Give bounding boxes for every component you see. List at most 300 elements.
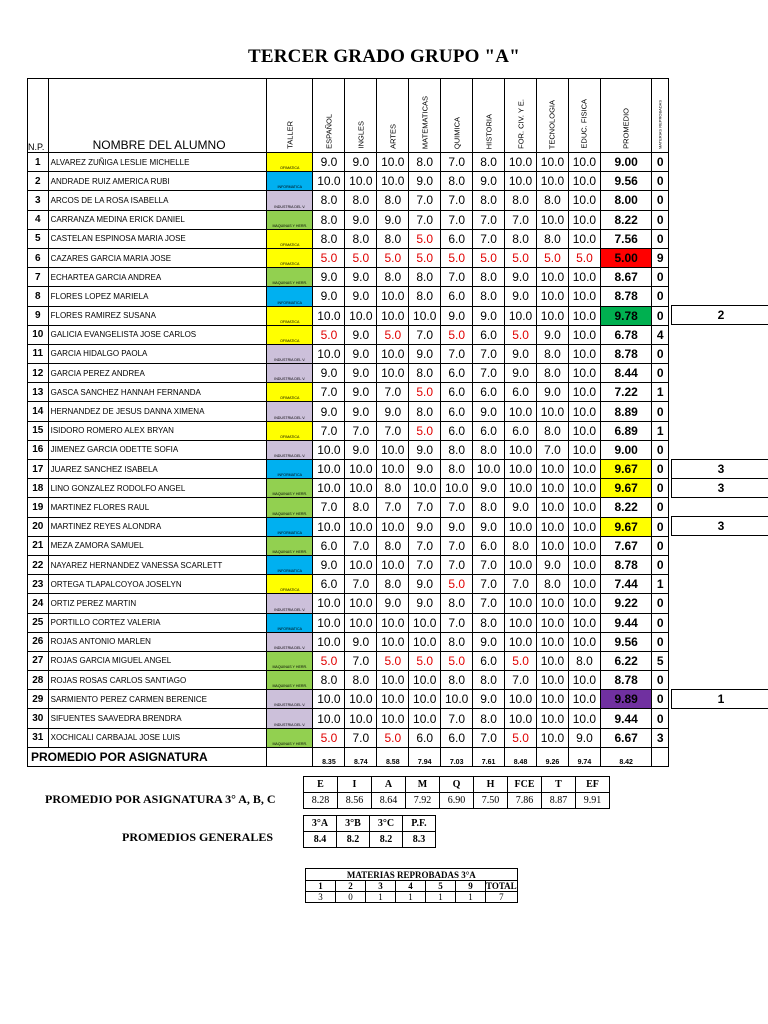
grade-cell: 9.0 — [505, 268, 537, 287]
student-number: 27 — [28, 651, 49, 670]
student-name: XOCHICALI CARBAJAL JOSE LUIS — [48, 728, 266, 747]
subject-average: 9.74 — [568, 747, 600, 766]
grade-cell: 10.0 — [345, 460, 377, 479]
reprobadas-count: 0 — [652, 191, 669, 210]
subject-average: 8.48 — [505, 747, 537, 766]
grade-cell: 10.0 — [313, 690, 345, 709]
taller-label: INDUSTRIA DEL V. — [274, 377, 306, 382]
taller-label: INDUSTRIA DEL V. — [274, 722, 306, 727]
student-name: GARCIA PEREZ ANDREA — [48, 364, 266, 383]
abc-header: M — [406, 777, 440, 793]
taller-label: INDUSTRIA DEL V. — [274, 607, 306, 612]
taller-cell — [267, 671, 313, 690]
table-row — [28, 460, 669, 479]
grade-cell: 6.0 — [473, 651, 505, 670]
grade-cell: 10.0 — [409, 632, 441, 651]
grade-cell: 7.0 — [441, 153, 473, 172]
grade-cell: 8.0 — [537, 229, 569, 248]
grade-cell: 5.0 — [409, 421, 441, 440]
abc-table — [303, 776, 610, 809]
student-number: 24 — [28, 594, 49, 613]
grade-cell: 8.0 — [473, 440, 505, 459]
grade-cell: 10.0 — [409, 690, 441, 709]
student-number: 29 — [28, 690, 49, 709]
grade-cell: 5.0 — [409, 248, 441, 267]
student-name: HERNANDEZ DE JESUS DANNA XIMENA — [48, 402, 266, 421]
taller-label: MAQUINAS Y HERR. — [272, 511, 308, 516]
grade-cell: 5.0 — [473, 248, 505, 267]
reprobadas-header: 9 — [456, 881, 486, 892]
extra-value-box: 3 — [671, 478, 768, 498]
grade-cell: 6.0 — [473, 325, 505, 344]
promedio-cell: 9.00 — [600, 440, 652, 459]
student-name: GALICIA EVANGELISTA JOSE CARLOS — [48, 325, 266, 344]
grade-cell: 10.0 — [537, 536, 569, 555]
grade-cell: 10.0 — [537, 498, 569, 517]
subject-header-matematicas: MATEMATICAS — [409, 79, 441, 153]
table-row — [28, 344, 669, 363]
grade-cell: 9.0 — [409, 460, 441, 479]
taller-cell — [267, 210, 313, 229]
grade-cell: 8.0 — [377, 268, 409, 287]
grade-cell: 10.0 — [568, 421, 600, 440]
grade-cell: 7.0 — [345, 536, 377, 555]
grade-cell: 9.0 — [441, 517, 473, 536]
reprobadas-count: 0 — [652, 613, 669, 632]
subject-average: 8.58 — [377, 747, 409, 766]
abc-label: PROMEDIO POR ASIGNATURA 3° A, B, C — [45, 792, 276, 806]
grade-cell: 9.0 — [568, 728, 600, 747]
grade-cell: 10.0 — [537, 690, 569, 709]
student-name: ROJAS ROSAS CARLOS SANTIAGO — [48, 671, 266, 690]
taller-label: INFORMATICA — [277, 473, 302, 478]
grade-cell: 10.0 — [377, 364, 409, 383]
grade-cell: 7.0 — [345, 651, 377, 670]
reprobadas-count: 0 — [652, 517, 669, 536]
student-number: 6 — [28, 248, 49, 267]
grade-cell: 10.0 — [568, 325, 600, 344]
student-name: ANDRADE RUIZ AMERICA RUBI — [48, 172, 266, 191]
grade-cell: 6.0 — [473, 421, 505, 440]
grade-cell: 5.0 — [377, 248, 409, 267]
grade-cell: 8.0 — [537, 575, 569, 594]
taller-cell — [267, 594, 313, 613]
generales-value: 8.2 — [370, 832, 403, 848]
taller-cell — [267, 555, 313, 574]
reprobadas-value: 1 — [426, 892, 456, 903]
grade-cell: 10.0 — [409, 671, 441, 690]
grade-cell: 7.0 — [441, 709, 473, 728]
generales-header: P.F. — [403, 816, 436, 832]
promedio-cell: 9.56 — [600, 172, 652, 191]
grade-cell: 10.0 — [505, 172, 537, 191]
grade-cell: 10.0 — [568, 498, 600, 517]
grade-cell: 5.0 — [409, 229, 441, 248]
grade-cell: 10.0 — [313, 709, 345, 728]
grade-cell: 10.0 — [313, 306, 345, 325]
grade-cell: 9.0 — [313, 364, 345, 383]
grade-cell: 5.0 — [345, 248, 377, 267]
grade-cell: 8.0 — [568, 651, 600, 670]
grade-cell: 10.0 — [568, 268, 600, 287]
grade-cell: 9.0 — [409, 344, 441, 363]
taller-label: INDUSTRIA DEL V. — [274, 204, 306, 209]
taller-cell — [267, 325, 313, 344]
reprobadas-table — [305, 868, 518, 903]
grade-cell: 8.0 — [409, 287, 441, 306]
grade-cell: 5.0 — [537, 248, 569, 267]
grade-cell: 5.0 — [377, 651, 409, 670]
generales-value: 8.3 — [403, 832, 436, 848]
taller-cell — [267, 383, 313, 402]
reprobadas-count: 0 — [652, 632, 669, 651]
generales-header: 3°A — [304, 816, 337, 832]
grade-cell: 5.0 — [505, 651, 537, 670]
student-number: 31 — [28, 728, 49, 747]
abc-header: I — [338, 777, 372, 793]
grade-cell: 8.0 — [377, 479, 409, 498]
grade-cell: 10.0 — [345, 594, 377, 613]
grade-cell: 10.0 — [505, 632, 537, 651]
grade-cell: 9.0 — [505, 498, 537, 517]
grade-cell: 7.0 — [377, 421, 409, 440]
table-row — [28, 153, 669, 172]
grade-cell: 7.0 — [473, 364, 505, 383]
student-number: 15 — [28, 421, 49, 440]
grade-cell: 9.0 — [345, 268, 377, 287]
subject-average: 9.26 — [537, 747, 569, 766]
grade-cell: 10.0 — [377, 690, 409, 709]
reprobadas-count: 0 — [652, 229, 669, 248]
grade-cell: 7.0 — [473, 555, 505, 574]
grade-cell: 8.0 — [377, 229, 409, 248]
grade-cell: 6.0 — [441, 402, 473, 421]
grade-cell: 8.0 — [505, 536, 537, 555]
student-number: 8 — [28, 287, 49, 306]
table-row — [28, 364, 669, 383]
grade-cell: 7.0 — [473, 344, 505, 363]
grade-cell: 10.0 — [409, 613, 441, 632]
grade-cell: 9.0 — [313, 402, 345, 421]
student-name: SIFUENTES SAAVEDRA BRENDRA — [48, 709, 266, 728]
student-number: 17 — [28, 460, 49, 479]
extra-value-box: 3 — [671, 516, 768, 536]
promedio-cell: 8.00 — [600, 191, 652, 210]
subject-header-quimica: QUIMICA — [441, 79, 473, 153]
grade-cell: 9.0 — [345, 325, 377, 344]
grade-cell: 10.0 — [313, 460, 345, 479]
grade-cell: 10.0 — [537, 594, 569, 613]
extra-value-box: 1 — [671, 689, 768, 709]
table-row — [28, 248, 669, 267]
taller-label: INFORMATICA — [277, 300, 302, 305]
promedio-cell: 9.00 — [600, 153, 652, 172]
grade-cell: 10.0 — [505, 306, 537, 325]
grade-cell: 7.0 — [313, 383, 345, 402]
reprobadas-count: 0 — [652, 440, 669, 459]
promedio-cell: 6.89 — [600, 421, 652, 440]
promedio-cell: 7.67 — [600, 536, 652, 555]
taller-cell — [267, 479, 313, 498]
header-row — [28, 79, 669, 153]
taller-cell — [267, 153, 313, 172]
grade-cell: 5.0 — [313, 728, 345, 747]
grade-cell: 5.0 — [505, 728, 537, 747]
student-name: JIMENEZ GARCIA ODETTE SOFIA — [48, 440, 266, 459]
grade-cell: 9.0 — [473, 172, 505, 191]
grade-cell: 10.0 — [537, 287, 569, 306]
taller-label: INDUSTRIA DEL V. — [274, 415, 306, 420]
student-number: 28 — [28, 671, 49, 690]
grade-cell: 10.0 — [377, 287, 409, 306]
grade-cell: 10.0 — [313, 172, 345, 191]
taller-cell — [267, 172, 313, 191]
grade-cell: 9.0 — [409, 440, 441, 459]
student-number: 14 — [28, 402, 49, 421]
grade-cell: 6.0 — [505, 421, 537, 440]
generales-label: PROMEDIOS GENERALES — [122, 830, 274, 844]
grade-cell: 8.0 — [473, 287, 505, 306]
reprobadas-count: 0 — [652, 287, 669, 306]
student-name: ISIDORO ROMERO ALEX BRYAN — [48, 421, 266, 440]
grade-cell: 10.0 — [537, 709, 569, 728]
grade-cell: 7.0 — [409, 210, 441, 229]
grade-cell: 10.0 — [377, 306, 409, 325]
grade-cell: 10.0 — [409, 306, 441, 325]
grade-cell: 6.0 — [441, 229, 473, 248]
table-row — [28, 229, 669, 248]
student-name: CARRANZA MEDINA ERICK DANIEL — [48, 210, 266, 229]
student-number: 2 — [28, 172, 49, 191]
generales-table — [303, 815, 436, 848]
table-row — [28, 268, 669, 287]
grade-cell: 9.0 — [537, 383, 569, 402]
grade-cell: 8.0 — [377, 575, 409, 594]
grade-cell: 9.0 — [345, 402, 377, 421]
grade-cell: 9.0 — [377, 210, 409, 229]
table-row — [28, 517, 669, 536]
taller-cell — [267, 498, 313, 517]
grade-cell: 6.0 — [409, 728, 441, 747]
student-number: 5 — [28, 229, 49, 248]
grade-cell: 9.0 — [377, 594, 409, 613]
grade-cell: 10.0 — [568, 575, 600, 594]
promedio-cell: 6.22 — [600, 651, 652, 670]
grade-cell: 7.0 — [409, 191, 441, 210]
grade-cell: 10.0 — [568, 344, 600, 363]
grade-cell: 10.0 — [537, 153, 569, 172]
table-row — [28, 172, 669, 191]
taller-label: INFORMATICA — [277, 530, 302, 535]
grade-cell: 10.0 — [409, 709, 441, 728]
generales-header: 3°B — [337, 816, 370, 832]
promedio-cell: 9.44 — [600, 613, 652, 632]
subject-header-espanol: ESPAÑOL — [313, 79, 345, 153]
table-row — [28, 651, 669, 670]
grade-cell: 8.0 — [313, 210, 345, 229]
grade-cell: 10.0 — [568, 210, 600, 229]
student-name: CAZARES GARCIA MARIA JOSE — [48, 248, 266, 267]
grade-cell: 9.0 — [377, 402, 409, 421]
grade-cell: 8.0 — [505, 191, 537, 210]
taller-label: MAQUINAS Y HERR. — [272, 281, 308, 286]
grade-cell: 10.0 — [537, 517, 569, 536]
grade-cell: 10.0 — [505, 555, 537, 574]
student-name: ORTEGA TLAPALCOYOA JOSELYN — [48, 575, 266, 594]
table-row — [28, 210, 669, 229]
reprobadas-count: 0 — [652, 364, 669, 383]
student-name: MARTINEZ REYES ALONDRA — [48, 517, 266, 536]
reprobadas-count: 0 — [652, 536, 669, 555]
grade-cell: 10.0 — [537, 268, 569, 287]
grade-cell: 9.0 — [505, 287, 537, 306]
student-name: GARCIA HIDALGO PAOLA — [48, 344, 266, 363]
student-number: 20 — [28, 517, 49, 536]
grade-cell: 8.0 — [377, 191, 409, 210]
grade-cell: 8.0 — [441, 440, 473, 459]
generales-value: 8.2 — [337, 832, 370, 848]
grade-cell: 8.0 — [473, 191, 505, 210]
taller-cell — [267, 287, 313, 306]
table-row — [28, 383, 669, 402]
reprobadas-title: MATERIAS REPROBADAS 3°A — [306, 869, 518, 881]
table-row — [28, 671, 669, 690]
grade-cell: 10.0 — [377, 440, 409, 459]
student-number: 22 — [28, 555, 49, 574]
grade-cell: 10.0 — [537, 479, 569, 498]
grade-cell: 10.0 — [505, 709, 537, 728]
grade-cell: 10.0 — [377, 460, 409, 479]
promedio-cell: 8.78 — [600, 555, 652, 574]
grade-cell: 10.0 — [568, 383, 600, 402]
student-name: ARCOS DE LA ROSA ISABELLA — [48, 191, 266, 210]
taller-cell — [267, 709, 313, 728]
promedio-cell: 8.78 — [600, 344, 652, 363]
reprobadas-header: MATERIAS REPROBADAS — [652, 79, 669, 153]
student-number: 12 — [28, 364, 49, 383]
grade-cell: 7.0 — [441, 613, 473, 632]
taller-cell — [267, 229, 313, 248]
abc-header: Q — [440, 777, 474, 793]
reprobadas-header: TOTAL — [486, 881, 517, 891]
subject-header-historia: HISTORIA — [473, 79, 505, 153]
promedio-cell: 9.78 — [600, 306, 652, 325]
student-number: 18 — [28, 479, 49, 498]
promedio-cell: 8.22 — [600, 498, 652, 517]
grade-cell: 8.0 — [441, 632, 473, 651]
grade-cell: 10.0 — [537, 402, 569, 421]
abc-value: 9.91 — [576, 793, 610, 809]
grade-cell: 5.0 — [441, 248, 473, 267]
student-name: ROJAS ANTONIO MARLEN — [48, 632, 266, 651]
reprobadas-count: 0 — [652, 709, 669, 728]
promedio-cell: 9.89 — [600, 690, 652, 709]
grade-cell: 8.0 — [441, 671, 473, 690]
table-row — [28, 594, 669, 613]
promedio-cell: 8.44 — [600, 364, 652, 383]
grade-cell: 10.0 — [505, 440, 537, 459]
student-number: 13 — [28, 383, 49, 402]
grade-cell: 5.0 — [441, 575, 473, 594]
student-number: 10 — [28, 325, 49, 344]
taller-cell — [267, 632, 313, 651]
promedio-cell: 5.00 — [600, 248, 652, 267]
student-number: 19 — [28, 498, 49, 517]
grade-cell: 8.0 — [377, 536, 409, 555]
promedio-cell: 8.67 — [600, 268, 652, 287]
grade-cell: 7.0 — [473, 210, 505, 229]
taller-label: MAQUINAS Y HERR. — [272, 492, 308, 497]
extra-value-box: 2 — [671, 305, 768, 325]
grade-cell: 6.0 — [441, 728, 473, 747]
table-row — [28, 536, 669, 555]
reprobadas-count: 1 — [652, 383, 669, 402]
taller-cell — [267, 728, 313, 747]
promedio-cell: 7.56 — [600, 229, 652, 248]
grade-cell: 9.0 — [345, 344, 377, 363]
taller-label: MAQUINAS Y HERR. — [272, 665, 308, 670]
grade-cell: 8.0 — [537, 344, 569, 363]
grade-cell: 10.0 — [568, 555, 600, 574]
reprobadas-value: 1 — [456, 892, 486, 903]
grade-cell: 9.0 — [473, 690, 505, 709]
table-row — [28, 325, 669, 344]
reprobadas-count: 0 — [652, 498, 669, 517]
promedio-cell: 9.56 — [600, 632, 652, 651]
taller-cell — [267, 344, 313, 363]
student-name: ALVAREZ ZUÑIGA LESLIE MICHELLE — [48, 153, 266, 172]
taller-label: OFIMATICA — [280, 588, 300, 593]
grade-cell: 8.0 — [313, 229, 345, 248]
grade-cell: 10.0 — [505, 402, 537, 421]
grade-cell: 6.0 — [473, 536, 505, 555]
footer-empty — [267, 747, 313, 766]
student-name: ROJAS GARCIA MIGUEL ANGEL — [48, 651, 266, 670]
footer-empty — [652, 747, 669, 766]
grades-table — [27, 78, 669, 767]
abc-value: 8.87 — [542, 793, 576, 809]
grade-cell: 10.0 — [441, 479, 473, 498]
grade-cell: 10.0 — [537, 671, 569, 690]
grade-cell: 7.0 — [409, 536, 441, 555]
grade-cell: 8.0 — [537, 191, 569, 210]
grade-cell: 9.0 — [345, 440, 377, 459]
grade-cell: 9.0 — [409, 172, 441, 191]
reprobadas-count: 1 — [652, 421, 669, 440]
taller-label: INFORMATICA — [277, 626, 302, 631]
grade-cell: 5.0 — [441, 325, 473, 344]
grade-cell: 10.0 — [568, 191, 600, 210]
grade-cell: 8.0 — [313, 191, 345, 210]
taller-label: INFORMATICA — [277, 569, 302, 574]
grade-cell: 8.0 — [409, 268, 441, 287]
reprobadas-count: 4 — [652, 325, 669, 344]
reprobadas-count: 0 — [652, 460, 669, 479]
grade-cell: 10.0 — [568, 613, 600, 632]
table-row — [28, 728, 669, 747]
subject-header-educ-fisica: EDUC. FISICA — [568, 79, 600, 153]
abc-header: H — [474, 777, 508, 793]
promedio-cell: 8.22 — [600, 210, 652, 229]
abc-value: 7.50 — [474, 793, 508, 809]
table-row — [28, 191, 669, 210]
grade-cell: 10.0 — [537, 172, 569, 191]
grade-cell: 7.0 — [441, 268, 473, 287]
grade-cell: 10.0 — [313, 594, 345, 613]
grade-cell: 9.0 — [537, 555, 569, 574]
table-row — [28, 709, 669, 728]
grade-cell: 9.0 — [537, 325, 569, 344]
